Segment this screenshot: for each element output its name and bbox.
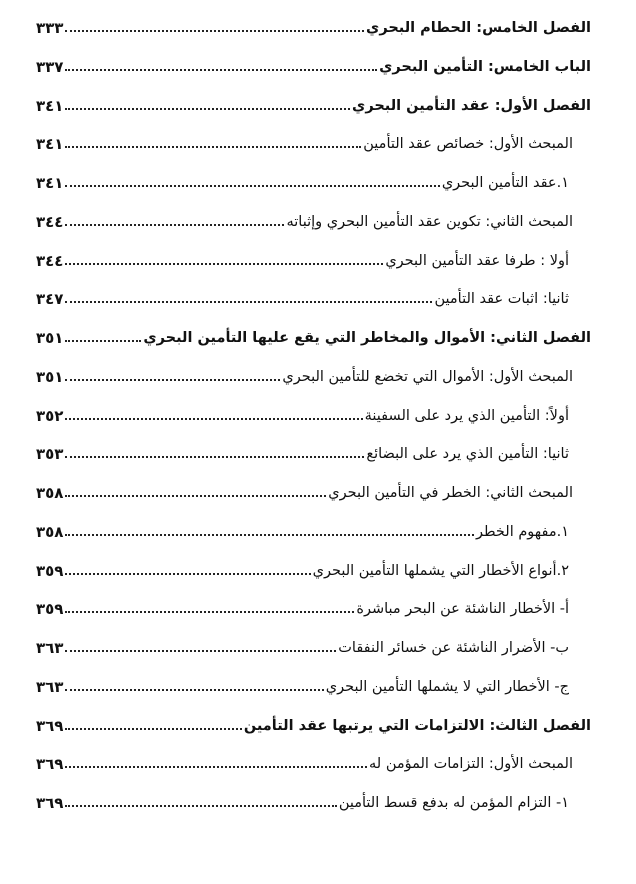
toc-page-number: ٣٥٨ <box>36 484 64 502</box>
toc-entry-title: ثانيا: التأمين الذي يرد على البضائع <box>366 446 569 463</box>
toc-page-number: ٣٤٤ <box>36 251 64 270</box>
toc-entry-title: ١.مفهوم الخطر <box>476 523 569 540</box>
toc-entry-title: أولاً: التأمين الذي يرد على السفينة <box>364 407 569 424</box>
dot-leader <box>65 379 280 381</box>
toc-entry[interactable] <box>36 712 591 738</box>
toc-page-number: ٣٤٧ <box>36 290 64 309</box>
toc-entry-title: أ- الأخطار الناشئة عن البحر مباشرة <box>356 601 569 618</box>
dot-leader <box>65 146 361 148</box>
dot-leader <box>65 805 336 807</box>
toc-entry[interactable] <box>36 53 591 79</box>
toc-page-number: ٣٥٨ <box>36 522 64 541</box>
toc-entry-title: المبحث الأول: الأموال التي تخضع للتأمين البحري <box>282 368 573 385</box>
toc-entry-title: المبحث الثاني: تكوين عقد التأمين البحري وإثباته <box>286 213 573 230</box>
toc-page-number: ٣٥٩ <box>36 561 64 580</box>
toc-entry-title: المبحث الثاني: الخطر في التأمين البحري <box>328 485 573 501</box>
toc-page-number: ٣٥١ <box>36 329 64 347</box>
toc-page-number: ٣٥١ <box>36 367 64 386</box>
toc-entry[interactable] <box>36 595 591 621</box>
dot-leader <box>65 301 432 303</box>
toc-entry[interactable] <box>36 673 591 699</box>
toc-page-number: ٣٦٣ <box>36 677 64 696</box>
toc-entry[interactable] <box>36 247 591 273</box>
toc-entry[interactable] <box>36 208 591 234</box>
toc-page-number: ٣٤١ <box>36 135 64 154</box>
toc-entry-title: المبحث الأول: التزامات المؤمن له <box>369 756 573 773</box>
toc-entry-title: ١.عقد التأمين البحري <box>441 175 569 191</box>
toc-page-number: ٣٥٩ <box>36 600 64 619</box>
toc-entry[interactable] <box>36 363 591 389</box>
dot-leader <box>65 495 326 497</box>
dot-leader <box>65 728 241 730</box>
toc-entry-title: ثانيا: اثبات عقد التأمين <box>434 291 569 308</box>
dot-leader <box>65 534 474 536</box>
dot-leader <box>65 418 362 420</box>
toc-page-number: ٣٤٤ <box>36 212 64 231</box>
dot-leader <box>65 30 364 32</box>
toc-entry[interactable] <box>36 130 591 156</box>
toc-entry[interactable] <box>36 92 591 118</box>
toc-entry[interactable] <box>36 634 591 660</box>
dot-leader <box>65 108 350 110</box>
dot-leader <box>65 689 323 691</box>
toc-entry-title: ب- الأضرار الناشئة عن خسائر النفقات <box>338 640 569 656</box>
toc-page-number: ٣٦٩ <box>36 755 64 774</box>
dot-leader <box>65 263 383 265</box>
dot-leader <box>65 611 354 613</box>
toc-entry-title: أولا : طرفا عقد التأمين البحري <box>385 252 569 269</box>
toc-entry[interactable] <box>36 789 591 815</box>
dot-leader <box>65 650 336 652</box>
dot-leader <box>65 456 364 458</box>
toc-entry[interactable] <box>36 169 591 195</box>
toc-page-number: ٣٤١ <box>36 174 64 192</box>
toc-entry[interactable] <box>36 440 591 466</box>
toc-entry-title: المبحث الأول: خصائص عقد التأمين <box>363 136 573 153</box>
toc-entry-title: ٢.أنواع الأخطار التي يشملها التأمين البحري <box>312 562 569 579</box>
toc-entry-title: الفصل الثالث: الالتزامات التي يرتبها عقد التأمين <box>243 717 591 734</box>
toc-entry[interactable] <box>36 518 591 544</box>
toc-entry-title: الفصل الثاني: الأموال والمخاطر التي يقع عليها التأمين البحري <box>143 330 591 346</box>
toc-entry[interactable] <box>36 14 591 40</box>
toc-entry-title: الباب الخامس: التأمين البحري <box>379 58 591 75</box>
toc-entry-title: ١- التزام المؤمن له بدفع قسط التأمين <box>338 795 569 811</box>
toc-entry-title: الفصل الأول: عقد التأمين البحري <box>352 97 591 114</box>
dot-leader <box>65 573 310 575</box>
toc-entry[interactable] <box>36 285 591 311</box>
toc-page-number: ٣٥٣ <box>36 445 64 464</box>
dot-leader <box>65 69 377 71</box>
toc-page-number: ٣٥٢ <box>36 406 64 425</box>
toc-entry[interactable] <box>36 750 591 776</box>
dot-leader <box>65 185 439 187</box>
toc-entry[interactable] <box>36 479 591 505</box>
dot-leader <box>65 224 284 226</box>
toc-entry-title: ج- الأخطار التي لا يشملها التأمين البحري <box>325 678 569 695</box>
dot-leader <box>65 340 141 342</box>
toc-page-number: ٣٣٣ <box>36 19 64 37</box>
toc-entry[interactable] <box>36 557 591 583</box>
toc-entry[interactable] <box>36 402 591 428</box>
toc-page-number: ٣٦٩ <box>36 794 64 812</box>
toc-entry[interactable] <box>36 324 591 350</box>
dot-leader <box>65 766 367 768</box>
toc-page-number: ٣٤١ <box>36 96 64 115</box>
toc-entry-title: الفصل الخامس: الحطام البحري <box>366 20 591 36</box>
toc-page-number: ٣٦٩ <box>36 716 64 735</box>
toc-page-number: ٣٣٧ <box>36 57 64 76</box>
toc-page-number: ٣٦٣ <box>36 639 64 657</box>
